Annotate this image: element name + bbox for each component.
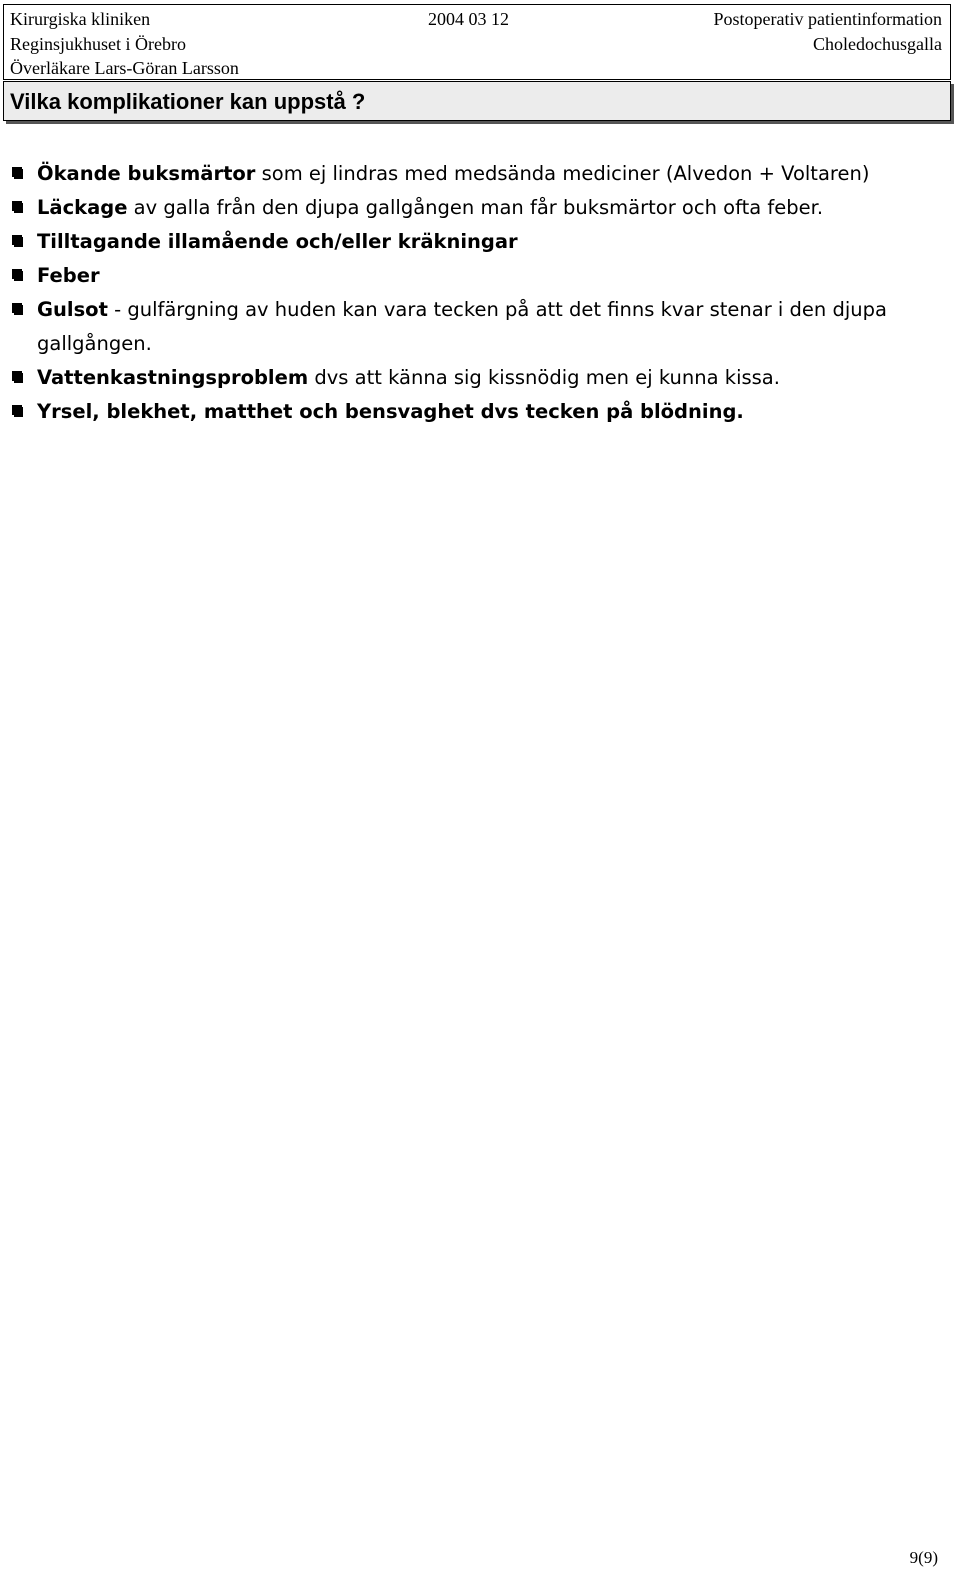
- item-bold-text: Gulsot: [37, 298, 108, 321]
- header-row-2: [10, 32, 942, 56]
- department-name: Kirurgiska kliniken: [10, 9, 151, 29]
- list-item: [10, 225, 910, 259]
- item-text: dvs att känna sig kissnödig men ej kunna kissa.: [308, 366, 780, 389]
- header-row-3: [10, 56, 942, 80]
- list-item: [10, 157, 910, 191]
- list-item: [10, 259, 910, 293]
- complications-list: [10, 157, 910, 429]
- list-item: [10, 395, 910, 429]
- square-bullet-icon: [12, 235, 23, 247]
- page-number: 9(9): [909, 1548, 938, 1567]
- document-topic: Choledochusgalla: [813, 34, 942, 54]
- item-bold-text: Yrsel, blekhet, matthet och bensvaghet dvs tecken på blödning.: [37, 400, 744, 423]
- item-bold-text: Tilltagande illamående och/eller kräkningar: [37, 230, 518, 253]
- square-bullet-icon: [12, 269, 23, 281]
- document-date: 2004 03 12: [428, 9, 509, 29]
- square-bullet-icon: [12, 303, 23, 315]
- hospital-name: Reginsjukhuset i Örebro: [10, 34, 186, 54]
- item-bold-text: Läckage: [37, 196, 128, 219]
- square-bullet-icon: [12, 167, 23, 179]
- document-header: [3, 4, 951, 80]
- square-bullet-icon: [12, 405, 23, 417]
- header-row-1: [10, 7, 942, 31]
- item-text: - gulfärgning av huden kan vara tecken på att det finns kvar stenar i den djupa gallgången.: [37, 298, 887, 355]
- list-item: [10, 191, 910, 225]
- square-bullet-icon: [12, 371, 23, 383]
- section-heading-box: [3, 81, 951, 121]
- item-text: av galla från den djupa gallgången man får buksmärtor och ofta feber.: [127, 196, 824, 219]
- item-bold-text: Feber: [37, 264, 100, 287]
- document-type: Postoperativ patientinformation: [713, 9, 942, 29]
- item-bold-text: Ökande buksmärtor: [37, 162, 256, 185]
- list-item: [10, 361, 910, 395]
- section-title: Vilka komplikationer kan uppstå ?: [10, 89, 366, 114]
- item-bold-text: Vattenkastningsproblem: [37, 366, 309, 389]
- author-name: Överläkare Lars-Göran Larsson: [10, 58, 239, 78]
- list-item: [10, 293, 910, 361]
- item-text: som ej lindras med medsända mediciner (Alvedon + Voltaren): [255, 162, 870, 185]
- square-bullet-icon: [12, 201, 23, 213]
